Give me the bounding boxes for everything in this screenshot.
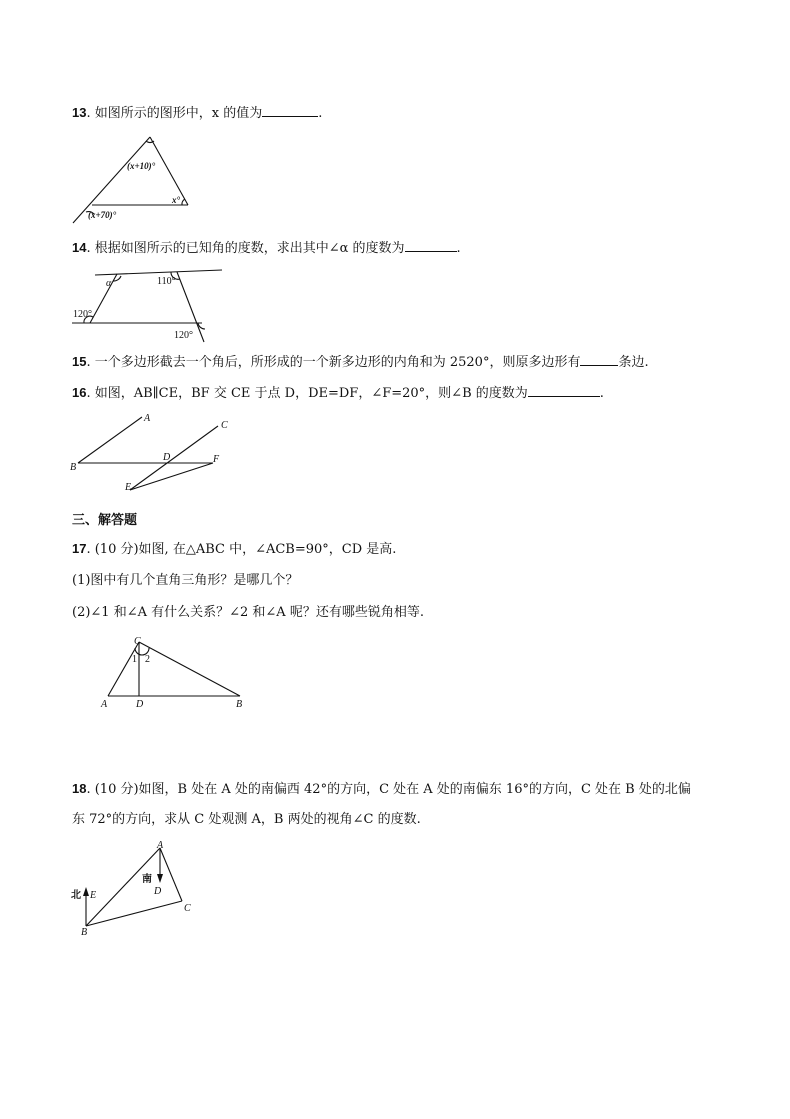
answer-blank[interactable] bbox=[262, 104, 318, 117]
question-text: . 如图所示的图形中，x 的值为 bbox=[86, 106, 263, 121]
line-EC bbox=[130, 426, 218, 490]
figure-14-quadrilateral bbox=[70, 262, 210, 344]
line-right bbox=[150, 137, 188, 205]
question-end: . bbox=[456, 241, 461, 256]
angle-arc-right bbox=[182, 199, 185, 205]
line-left-side bbox=[90, 274, 117, 323]
question-end: 条边. bbox=[618, 355, 649, 370]
question-14 bbox=[72, 239, 461, 258]
label-top-angle: (x+10)° bbox=[127, 161, 156, 171]
label-A: A bbox=[157, 840, 164, 851]
label-right-angle: x° bbox=[172, 195, 181, 205]
answer-blank[interactable] bbox=[580, 353, 618, 366]
answer-blank[interactable] bbox=[405, 239, 457, 252]
answer-blank[interactable] bbox=[528, 384, 600, 397]
question-text: . 一个多边形截去一个角后，所形成的一个新多边形的内角和为 2520°，则原多边形有 bbox=[86, 355, 581, 370]
label-D: D bbox=[154, 886, 162, 897]
line-EF bbox=[130, 463, 213, 490]
figure-16-parallel-lines bbox=[70, 410, 240, 492]
question-18-line2: 东 72°的方向，求从 C 处观测 A，B 两处的视角∠C 的度数. bbox=[72, 812, 421, 827]
line-AC bbox=[108, 642, 139, 696]
arrow-south-head bbox=[157, 874, 163, 883]
label-B: B bbox=[70, 462, 77, 473]
question-text: . (10 分)如图, 在△ABC 中，∠ACB=90°，CD 是高. bbox=[86, 542, 397, 557]
question-17-part1: (1)图中有几个直角三角形？是哪几个？ bbox=[72, 573, 299, 588]
section-title: 三、解答题 bbox=[72, 513, 138, 528]
question-16 bbox=[72, 384, 604, 403]
question-13 bbox=[72, 104, 322, 123]
label-110: 110° bbox=[157, 276, 176, 287]
figure-13-triangle bbox=[70, 130, 200, 225]
question-number: 15 bbox=[72, 354, 87, 369]
question-number: 13 bbox=[72, 105, 87, 120]
label-F: F bbox=[213, 454, 220, 465]
label-north: 北 bbox=[71, 890, 81, 901]
figure-18-bearing bbox=[70, 838, 200, 938]
question-number: 18 bbox=[72, 781, 87, 796]
question-text: . 如图，AB∥CE，BF 交 CE 于点 D，DE=DF，∠F=20°，则∠B 的度数为 bbox=[86, 386, 528, 401]
label-angle-2: 2 bbox=[145, 654, 150, 665]
line-BA bbox=[86, 848, 160, 926]
label-A: A bbox=[101, 699, 108, 710]
label-C: C bbox=[134, 636, 141, 647]
question-15 bbox=[72, 353, 649, 372]
label-D: D bbox=[163, 452, 171, 463]
question-18-line1 bbox=[72, 780, 691, 799]
label-angle-1: 1 bbox=[132, 654, 137, 665]
question-number: 17 bbox=[72, 541, 87, 556]
label-B: B bbox=[236, 699, 243, 710]
label-A: A bbox=[144, 413, 151, 424]
label-120-right: 120° bbox=[174, 330, 193, 341]
question-17-line1 bbox=[72, 540, 396, 559]
question-number: 16 bbox=[72, 385, 87, 400]
label-C: C bbox=[221, 420, 228, 431]
label-120-left: 120° bbox=[73, 309, 92, 320]
line-BC bbox=[86, 901, 182, 926]
figure-17-right-triangle bbox=[96, 634, 256, 714]
question-text: . 根据如图所示的已知角的度数，求出其中∠α 的度数为 bbox=[86, 241, 405, 256]
line-BA bbox=[78, 417, 142, 463]
question-end: . bbox=[599, 386, 604, 401]
label-south: 南 bbox=[142, 874, 152, 885]
question-number: 14 bbox=[72, 240, 87, 255]
line-top bbox=[95, 270, 222, 275]
line-CB bbox=[139, 642, 240, 696]
label-B: B bbox=[81, 927, 88, 938]
label-E: E bbox=[90, 890, 97, 901]
line-AC bbox=[160, 848, 182, 901]
label-C: C bbox=[184, 903, 191, 914]
label-E: E bbox=[125, 482, 132, 493]
arrow-north-head bbox=[83, 887, 89, 896]
question-text: . (10 分)如图，B 处在 A 处的南偏西 42°的方向，C 处在 A 处的南偏东 16°的方向，C 处在 B 处的北偏 bbox=[86, 782, 691, 797]
question-17-part2: (2)∠1 和∠A 有什么关系？∠2 和∠A 呢？还有哪些锐角相等. bbox=[72, 605, 424, 620]
label-alpha: α bbox=[106, 278, 112, 289]
label-exterior-angle: (x+70)° bbox=[88, 210, 117, 220]
label-D: D bbox=[136, 699, 144, 710]
question-end: . bbox=[318, 106, 323, 121]
